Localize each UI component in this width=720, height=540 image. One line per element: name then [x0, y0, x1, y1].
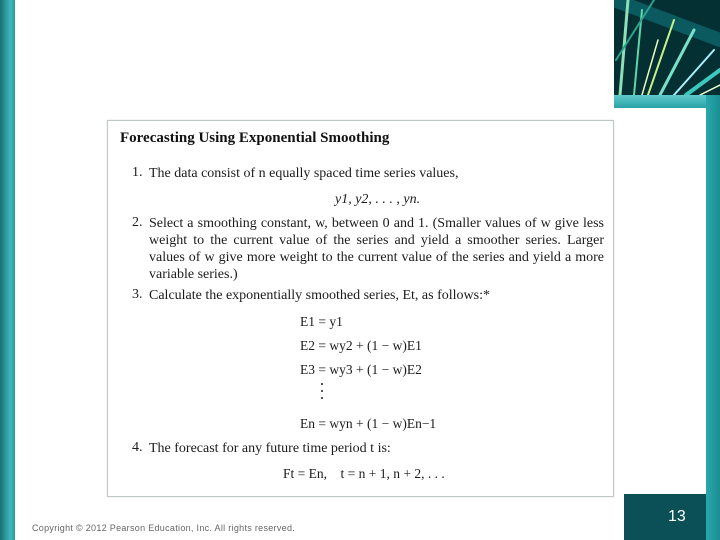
step-1-text: The data consist of n equally spaced time series values,	[149, 166, 459, 181]
step-1-number: 1.	[132, 165, 143, 180]
left-decor-bar	[0, 0, 15, 540]
series-values-line: y1, y2, . . . , yn.	[335, 192, 421, 207]
step-4-text: The forecast for any future time period t is:	[149, 441, 391, 456]
step-2-text: Select a smoothing constant, w, between 0 and 1. (Smaller values of w give less weight to the current value of the series and yield a smoother series. Larger values of w give more weight to the current value of the series and yield a more variable series.)	[149, 216, 604, 282]
equation-e2: E2 = wy2 + (1 − w)E1	[300, 338, 422, 353]
step-4-number: 4.	[132, 440, 143, 455]
forecast-equation: Ft = En, t = n + 1, n + 2, . . .	[283, 466, 445, 481]
corner-strip	[614, 95, 720, 108]
equation-e1: E1 = y1	[300, 314, 343, 329]
box-title: Forecasting Using Exponential Smoothing	[120, 130, 390, 146]
copyright-footer: Copyright © 2012 Pearson Education, Inc. All rights reserved.	[32, 523, 296, 533]
step-3-number: 3.	[132, 287, 143, 302]
step-2-number: 2.	[132, 215, 143, 230]
corner-light-rays-image	[614, 0, 720, 95]
right-decor-bar	[706, 95, 720, 540]
equation-e3: E3 = wy3 + (1 − w)E2	[300, 362, 422, 377]
equation-en: En = wyn + (1 − w)En−1	[300, 416, 437, 431]
page-number: 13	[668, 508, 686, 525]
vertical-ellipsis	[321, 383, 325, 399]
step-3-text: Calculate the exponentially smoothed series, Et, as follows:*	[149, 288, 490, 303]
